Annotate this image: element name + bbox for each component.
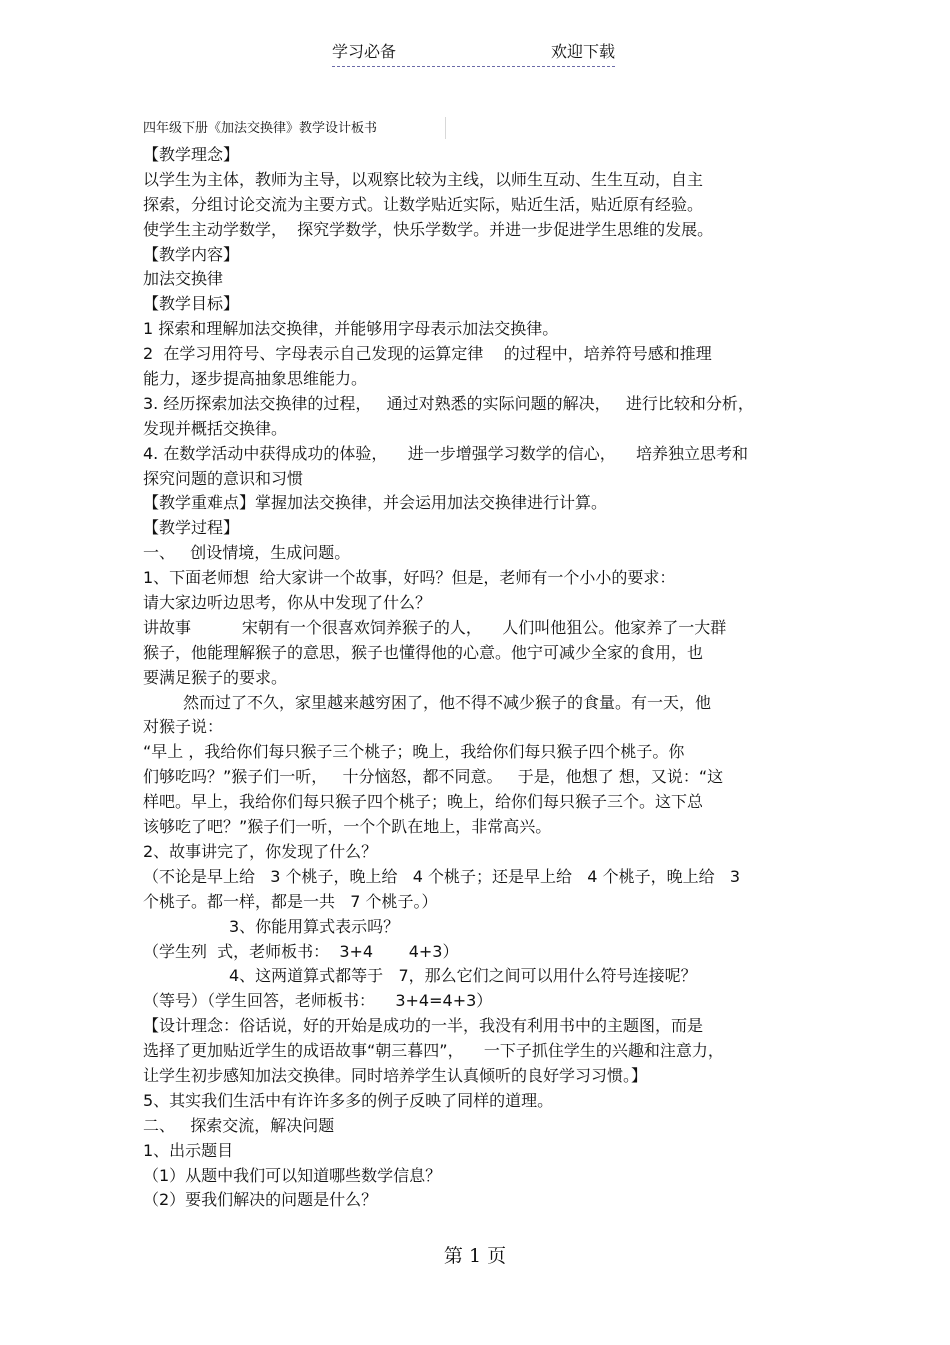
paragraph-line: 2 在学习用符号、字母表示自己发现的运算定律 的过程中，培养符号感和推理 [143, 344, 712, 364]
paragraph-line: 讲故事 宋朝有一个很喜欢饲养猴子的人， 人们叫他狙公。他家养了一大群 [143, 617, 727, 637]
paragraph-line: 加法交换律 [143, 269, 224, 289]
paragraph-line: 选择了更加贴近学生的成语故事“朝三暮四”， 一下子抓住学生的兴趣和注意力， [143, 1041, 724, 1061]
title-divider [445, 117, 446, 139]
paragraph-line: 要满足猴子的要求。 [143, 667, 288, 687]
paragraph-line: 探索，分组讨论交流为主要方式。让数学贴近实际，贴近生活，贴近原有经验。 [143, 194, 704, 214]
paragraph-line: 4. 在数学活动中获得成功的体验， 进一步增强学习数学的信心， 培养独立思考和 [143, 443, 749, 463]
section-heading: 【教学重难点】掌握加法交换律，并会运用加法交换律进行计算。 [143, 493, 608, 513]
paragraph-line: 然而过了不久，家里越来越穷困了，他不得不减少猴子的食量。有一天，他 [183, 692, 712, 712]
paragraph-line: 发现并概括交换律。 [143, 418, 288, 438]
document-body [143, 143, 818, 1213]
paragraph-line: 对猴子说： [143, 717, 224, 737]
section-heading: 二、 探索交流，解决问题 [143, 1115, 335, 1135]
paragraph-line: 猴子，他能理解猴子的意思，猴子也懂得他的心意。他宁可减少全家的食用，也 [143, 642, 704, 662]
paragraph-line: “早上 ，我给你们每只猴子三个桃子；晚上，我给你们每只猴子四个桃子。你 [143, 742, 685, 762]
section-heading: 【教学理念】 [143, 145, 240, 164]
paragraph-line: （等号）（学生回答，老师板书： 3+4=4+3） [143, 991, 493, 1011]
paragraph-line: 使学生主动学数学， 探究学数学，快乐学数学。并进一步促进学生思维的发展。 [143, 219, 714, 239]
paragraph-line: 请大家边听边思考，你从中发现了什么？ [143, 593, 432, 613]
paragraph-line: 2、故事讲完了，你发现了什么？ [143, 841, 378, 861]
paragraph-line: 们够吃吗？”猴子们一听， 十分恼怒，都不同意。 于是，他想了 想，又说：“这 [143, 767, 724, 787]
paragraph-line: 能力，逐步提高抽象思维能力。 [143, 369, 368, 389]
paragraph-line: （不论是早上给 3 个桃子，晚上给 4 个桃子；还是早上给 4 个桃子，晚上给 3 [143, 866, 741, 886]
paragraph-line: 5、其实我们生活中有许许多多的例子反映了同样的道理。 [143, 1090, 554, 1110]
paragraph-line: 一、 创设情境，生成问题。 [143, 543, 351, 563]
paragraph-line: 该够吃了吧？”猴子们一听，一个个趴在地上，非常高兴。 [143, 817, 552, 837]
section-heading: 【教学内容】 [143, 244, 240, 264]
paragraph-line: （学生列 式，老师板书： 3+4 4+3） [143, 941, 459, 961]
paragraph-line: 3. 经历探索加法交换律的过程， 通过对熟悉的实际问题的解决， 进行比较和分析， [143, 393, 754, 413]
paragraph-line: 以学生为主体，教师为主导，以观察比较为主线，以师生互动、生生互动，自主 [143, 169, 704, 189]
page-header [332, 40, 615, 67]
paragraph-line: 样吧。早上，我给你们每只猴子四个桃子；晚上，给你们每只猴子三个。这下总 [143, 792, 704, 812]
header-right-text: 欢迎下载 [550, 42, 615, 61]
paragraph-line: 3、你能用算式表示吗？ [229, 916, 400, 936]
paragraph-line: 4、这两道算式都等于 7，那么它们之间可以用什么符号连接呢？ [229, 966, 697, 986]
paragraph-line: （2）要我们解决的问题是什么？ [143, 1190, 378, 1210]
paragraph-line: 1 探索和理解加法交换律，并能够用字母表示加法交换律。 [143, 319, 559, 339]
page-number: 第 1 页 [443, 1245, 507, 1267]
paragraph-line: 1、出示题目 [143, 1140, 234, 1160]
paragraph-line: 【设计理念：俗话说，好的开始是成功的一半，我没有利用书中的主题图，而是 [143, 1016, 704, 1036]
paragraph-line: （1）从题中我们可以知道哪些数学信息？ [143, 1165, 442, 1185]
header-left-text: 学习必备 [332, 42, 397, 61]
section-heading: 【教学过程】 [143, 518, 240, 538]
paragraph-line: 探究问题的意识和习惯 [143, 468, 304, 488]
section-heading: 【教学目标】 [143, 294, 240, 314]
paragraph-line: 1、下面老师想 给大家讲一个故事，好吗？但是，老师有一个小小的要求： [143, 568, 676, 588]
paragraph-line: 让学生初步感知加法交换律。同时培养学生认真倾听的良好学习习惯。】 [143, 1065, 648, 1085]
paragraph-line: 个桃子。都一样，都是一共 7 个桃子。） [143, 891, 438, 911]
document-title: 四年级下册《加法交换律》教学设计板书 [143, 121, 378, 136]
